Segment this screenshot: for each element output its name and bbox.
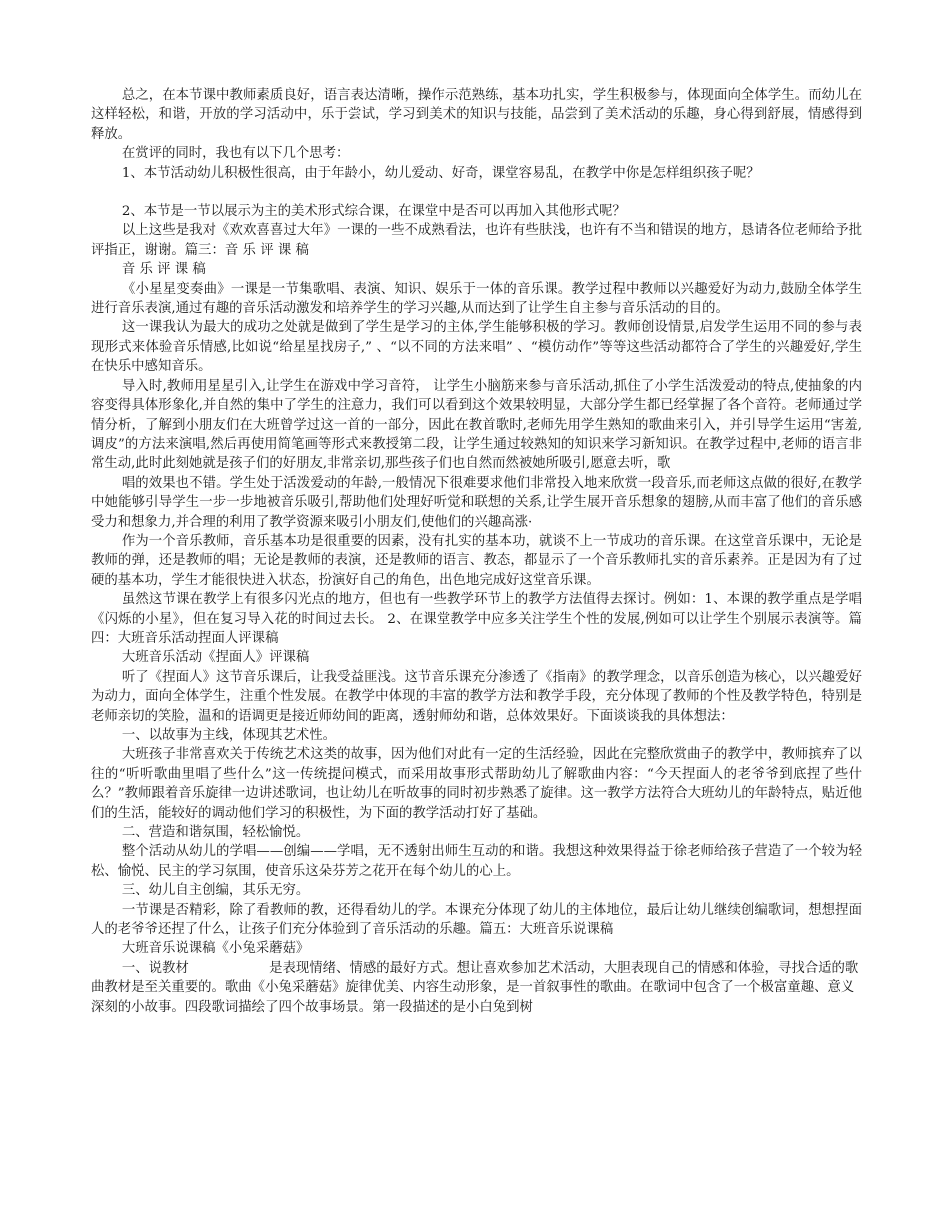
paragraph: 这一课我认为最大的成功之处就是做到了学生是学习的主体,学生能够积极的学习。教师创设情景,启发学生运用不同的参与表现形式来体验音乐情感,比如说“给星星找房子,” 、“以不同的方法来唱” 、“模仿动作”等等这些活动都符合了学生的兴趣爱好,学生在快乐中感知音乐。 (91, 320, 862, 375)
section-title: 大班音乐说课稿《小兔采蘑菇》 (121, 941, 310, 957)
section-title: 大班音乐活动《捏面人》评课稿 (121, 650, 310, 666)
paragraph: 一节课是否精彩，除了看教师的教，还得看幼儿的学。本课充分体现了幼儿的主体地位，最后让幼儿继续创编歌词，想想捏面人的老爷爷还捏了什么，让孩子们充分体验到了音乐活动的乐趣。篇五：大班音乐说课稿 (91, 902, 862, 938)
paragraph: 唱的效果也不错。学生处于活泼爱动的年龄,一般情况下很难要求他们非常投入地来欣赏一段音乐,而老师这点做的很好,在教学中她能够引导学生一步一步地被音乐吸引,帮助他们处理好听觉和联想的关系,让学生展开音乐想象的翅膀,从而丰富了他们的音乐感受力和想象力,并合理的利用了教学资源来吸引小朋友们,使他们的兴趣高涨· (91, 475, 862, 530)
section-title: 音 乐 评 课 稿 (121, 262, 206, 278)
paragraph: 一、说教材 是表现情绪、情感的最好方式。想让喜欢参加艺术活动，大胆表现自己的情感和体验，寻找合适的歌曲教材是至关重要的。歌曲《小兔采蘑菇》旋律优美、内容生动形象，是一首叙事性的歌曲。在歌词中包含了一个极富童趣、意义深刻的小故事。四段歌词描绘了四个故事场景。第一段描述的是小白兔到树 (91, 960, 859, 1015)
paragraph: 作为一个音乐教师，音乐基本功是很重要的因素，没有扎实的基本功，就谈不上一节成功的音乐课。在这堂音乐课中，无论是教师的弹，还是教师的唱；无论是教师的表演，还是教师的语言、教态，都显示了一个音乐教师扎实的音乐素养。正是因为有了过硬的基本功，学生才能很快进入状态，扮演好自己的角色，出色地完成好这堂音乐课。 (91, 533, 862, 588)
paragraph: 总之，在本节课中教师素质良好，语言表达清晰，操作示范熟练，基本功扎实，学生积极参与，体现面向全体学生。而幼儿在这样轻松，和谐，开放的学习活动中，乐于尝试，学习到美术的知识与技能，品尝到了美术活动的乐趣，身心得到舒展，情感得到释放。 (91, 88, 862, 142)
paragraph: 在赏评的同时，我也有以下几个思考： (121, 146, 350, 162)
paragraph: 《小星星变奏曲》一课是一节集歌唱、表演、知识、娱乐于一体的音乐课。教学过程中教师以兴趣爱好为动力,鼓励全体学生进行音乐表演,通过有趣的音乐活动激发和培养学生的学习兴趣,从而达到了让学生自主参与音乐活动的目的。 (91, 281, 862, 317)
paragraph: 导入时,教师用星星引入,让学生在游戏中学习音符， 让学生小脑筋来参与音乐活动,抓住了小学生活泼爱动的特点,使抽象的内容变得具体形象化,并自然的集中了学生的注意力，我们可以看到这个效果较明显，大部分学生都已经掌握了各个音符。老师通过学情分析，了解到小朋友们在大班曾学过这一首的一部分，因此在教首歌时,老师先用学生熟知的歌曲来引入，并引导学生运用“害羞,调皮”的方法来演唱,然后再使用简笔画等形式来教授第二段，让学生通过较熟知的知识来学习新知识。在教学过程中,老师的语言非常生动,此时此刻她就是孩子们的好朋友,非常亲切,那些孩子们也自然而然被她所吸引,愿意去听，歌 (91, 378, 862, 472)
blank-line (91, 183, 862, 202)
paragraph: 听了《捏面人》这节音乐课后，让我受益匪浅。这节音乐课充分渗透了《指南》的教学理念，以音乐创造为核心，以兴趣爱好为动力，面向全体学生，注重个性发展。在教学中体现的丰富的教学方法和教学手段，充分体现了教师的个性及教学特色，特别是老师亲切的笑脸，温和的语调更是接近师幼间的距离，透射师幼和谐，总体效果好。下面谈谈我的具体想法： (91, 669, 862, 724)
subheading: 一、以故事为主线，体现其艺术性。 (121, 728, 337, 743)
subheading: 三、幼儿自主创编，其乐无穷。 (121, 883, 310, 899)
paragraph: 1、本节活动幼儿积极性很高，由于年龄小，幼儿爱动、好奇，课堂容易乱，在教学中你是怎样组织孩子呢？ (121, 165, 760, 181)
subheading: 二、营造和谐氛围，轻松愉悦。 (121, 825, 310, 841)
paragraph: 虽然这节课在教学上有很多闪光点的地方，但也有一些教学环节上的教学方法值得去探讨。例如：1、本课的教学重点是学唱《闪烁的小星》，但在复习导入花的时间过去长。 2、在课堂教学中应多关注学生个性的发展,例如可以让学生个别展示表演等。篇四：大班音乐活动捏面人评课稿 (91, 592, 862, 646)
paragraph: 整个活动从幼儿的学唱——创编——学唱，无不透射出师生互动的和谐。我想这种效果得益于徐老师给孩子营造了一个较为轻松、愉悦、民主的学习氛围，使音乐这朵芬芳之花开在每个幼儿的心上。 (91, 844, 862, 879)
paragraph: 2、本节是一节以展示为主的美术形式综合课，在课堂中是否可以再加入其他形式呢？ (121, 204, 626, 220)
paragraph: 大班孩子非常喜欢关于传统艺术这类的故事，因为他们对此有一定的生活经验，因此在完整欣赏曲子的教学中，教师摈弃了以往的“听听歌曲里唱了些什么”这一传统提问模式，而采用故事形式帮助幼儿了解歌曲内容：“今天捏面人的老爷爷到底捏了些什么？”教师跟着音乐旋律一边讲述歌词，也让幼儿在听故事的同时初步熟悉了旋律。这一教学方法符合大班幼儿的年龄特点，贴近他们的生活，能较好的调动他们学习的积极性，为下面的教学活动打好了基础。 (91, 747, 862, 821)
paragraph: 以上这些是我对《欢欢喜喜过大年》一课的一些不成熟看法，也许有些肤浅，也许有不当和错误的地方，恳请各位老师给予批评指正，谢谢。篇三：音 乐 评 课 稿 (91, 223, 862, 258)
